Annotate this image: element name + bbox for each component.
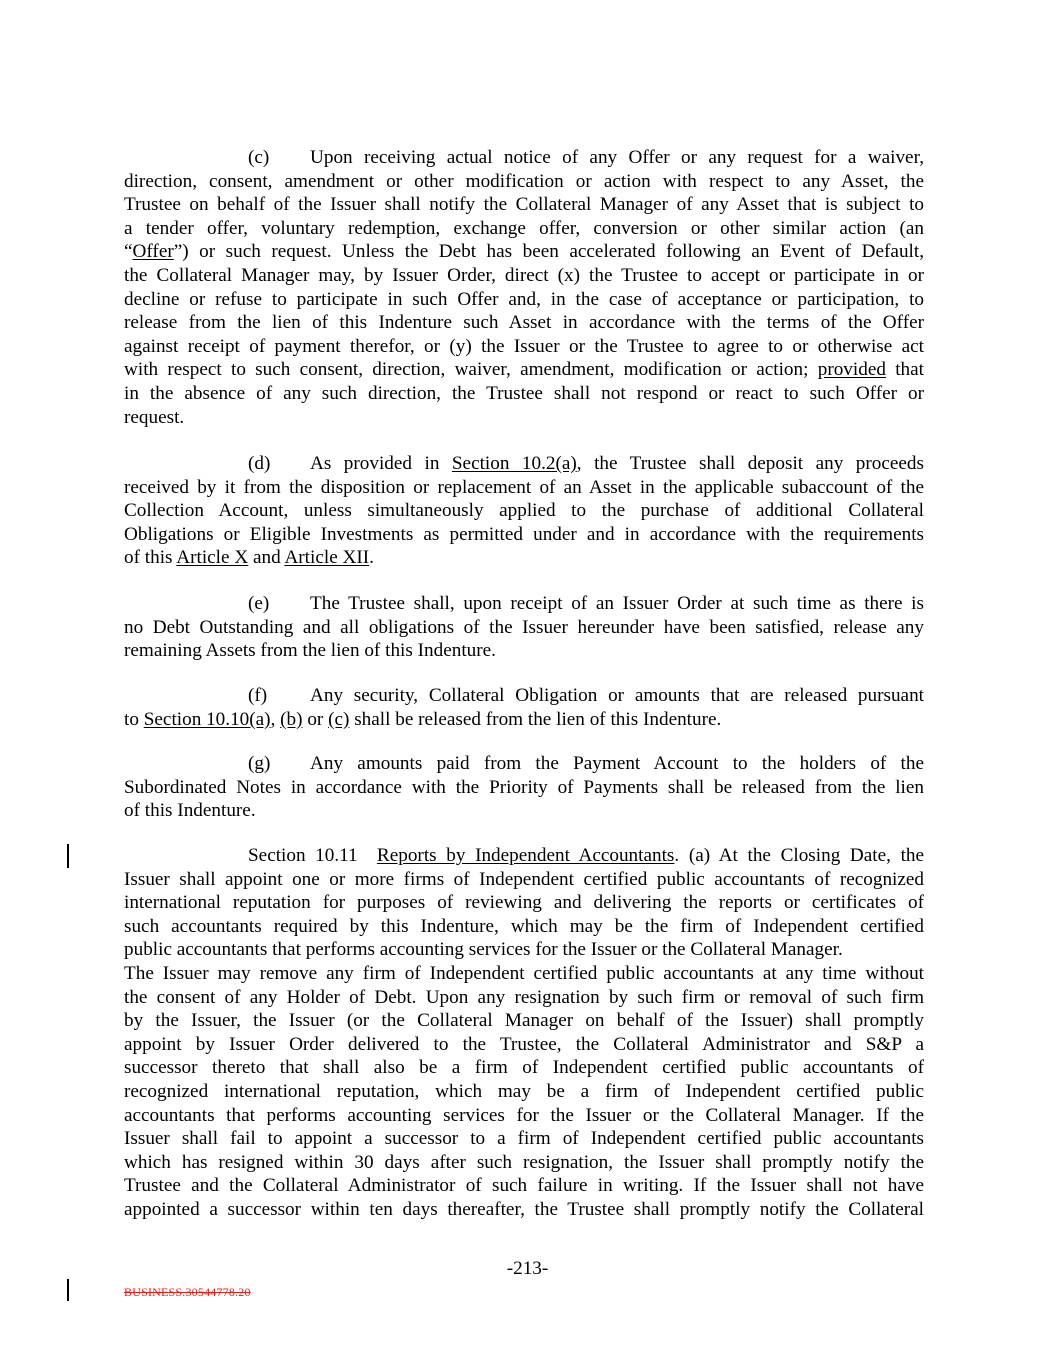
provided-term: provided bbox=[817, 359, 886, 381]
paragraph-line: in the absence of any such direction, the Trustee shall not respond or react to such Offer or bbox=[124, 382, 924, 404]
paragraph-line: request. bbox=[124, 406, 185, 428]
paragraph-line: Obligations or Eligible Investments as permitted under and in accordance with the requirements bbox=[124, 523, 924, 545]
section-number: Section 10.11 bbox=[248, 845, 358, 866]
paragraph-line: Trustee on behalf of the Issuer shall notify the Collateral Manager of any Asset that is subject to bbox=[124, 194, 924, 216]
paragraph-line: Issuer shall fail to appoint a successor to a firm of Independent certified public accountants bbox=[124, 1128, 924, 1150]
paragraph-line: (e) The Trustee shall, upon receipt of an Issuer Order at such time as there is bbox=[248, 593, 924, 614]
section-heading-line: Section 10.11 Reports by Independent Accountants. (a) At the Closing Date, the bbox=[248, 845, 924, 866]
paragraph-c bbox=[124, 146, 924, 429]
defined-term-offer: Offer bbox=[132, 241, 174, 263]
paragraph-marker: (d) bbox=[248, 453, 271, 474]
paragraph-line: the Collateral Manager may, by Issuer Order, direct (x) the Trustee to accept or participate in or bbox=[124, 264, 924, 286]
paragraph-line: the consent of any Holder of Debt. Upon any resignation by such firm or removal of such firm bbox=[124, 986, 924, 1008]
paragraph-line: no Debt Outstanding and all obligations of the Issuer hereunder have been satisfied, release any bbox=[124, 616, 924, 638]
section-reference: (c) bbox=[328, 708, 350, 730]
paragraph-line: Collection Account, unless simultaneously applied to the purchase of additional Collateral bbox=[124, 500, 924, 522]
paragraph-line: against receipt of payment therefor, or (y) the Issuer or the Trustee to agree to or otherwise act bbox=[124, 335, 924, 357]
paragraph-line: appointed a successor within ten days thereafter, the Trustee shall promptly notify the Collateral bbox=[124, 1198, 924, 1220]
paragraph-f bbox=[124, 684, 924, 731]
paragraph-line: remaining Assets from the lien of this Indenture. bbox=[124, 640, 496, 662]
paragraph-line: of this Indenture. bbox=[124, 800, 256, 822]
paragraph-e bbox=[124, 592, 924, 663]
paragraph-line: The Issuer may remove any firm of Independent certified public accountants at any time without bbox=[124, 962, 924, 984]
paragraph-line: a tender offer, voluntary redemption, exchange offer, conversion or other similar action (an bbox=[124, 217, 924, 239]
paragraph-line: such accountants required by this Indenture, which may be the firm of Independent certified bbox=[124, 915, 924, 937]
paragraph-line: by the Issuer, the Issuer (or the Collateral Manager on behalf of the Issuer) shall promptly bbox=[124, 1010, 924, 1032]
paragraph-line: successor thereto that shall also be a firm of Independent certified public accountants of bbox=[124, 1057, 924, 1079]
section-reference: Section 10.10(a) bbox=[143, 708, 271, 730]
change-bar bbox=[67, 844, 69, 868]
paragraph-line: appoint by Issuer Order delivered to the Trustee, the Collateral Administrator and S&P a bbox=[124, 1033, 924, 1055]
paragraph-line: release from the lien of this Indenture such Asset in accordance with the terms of the Offer bbox=[124, 312, 924, 334]
paragraph-line: Subordinated Notes in accordance with the Priority of Payments shall be released from the lien bbox=[124, 776, 924, 798]
paragraph-line: with respect to such consent, direction, waiver, amendment, modification or action; provided that bbox=[124, 359, 924, 381]
paragraph-marker: (f) bbox=[248, 685, 268, 706]
section-reference: Section 10.2(a) bbox=[451, 453, 577, 474]
paragraph-line: direction, consent, amendment or other modification or action with respect to any Asset, the bbox=[124, 170, 924, 192]
paragraph-line: (g) Any amounts paid from the Payment Account to the holders of the bbox=[248, 753, 924, 774]
paragraph-marker: (c) bbox=[248, 147, 270, 168]
paragraph-line: Trustee and the Collateral Administrator of such failure in writing. If the Issuer shall not have bbox=[124, 1175, 924, 1197]
page-number: -213- bbox=[506, 1258, 549, 1279]
paragraph-line: (f) Any security, Collateral Obligation or amounts that are released pursuant bbox=[248, 685, 924, 706]
section-reference: (b) bbox=[280, 708, 303, 730]
paragraph-line: public accountants that performs accounting services for the Issuer or the Collateral Manager. bbox=[124, 939, 843, 961]
article-reference: Article X bbox=[176, 547, 249, 569]
paragraph-line: international reputation for purposes of reviewing and delivering the reports or certificates of bbox=[124, 892, 924, 914]
footer-change-bar bbox=[67, 1279, 69, 1301]
paragraph-d bbox=[124, 452, 924, 570]
paragraph-line: recognized international reputation, which may be a firm of Independent certified public bbox=[124, 1080, 924, 1102]
paragraph-g bbox=[124, 752, 924, 823]
paragraph-line: (d) As provided in Section 10.2(a), the Trustee shall deposit any proceeds bbox=[248, 453, 924, 474]
paragraph-line: decline or refuse to participate in such Offer and, in the case of acceptance or participation, to bbox=[124, 288, 924, 310]
document-id-footer: BUSINESS.30544778.20 bbox=[124, 1285, 251, 1299]
paragraph-line: which has resigned within 30 days after such resignation, the Issuer shall promptly notify the bbox=[124, 1151, 924, 1173]
paragraph-line: to Section 10.10(a), (b) or (c) shall be released from the lien of this Indenture. bbox=[124, 708, 722, 730]
paragraph-marker: (e) bbox=[248, 593, 270, 614]
paragraph-line: received by it from the disposition or replacement of an Asset in the applicable subaccount of the bbox=[124, 476, 924, 498]
paragraph-line: Issuer shall appoint one or more firms of Independent certified public accountants of recognized bbox=[124, 868, 924, 890]
section-10-11 bbox=[124, 844, 924, 1222]
paragraph-line: accountants that performs accounting services for the Issuer or the Collateral Manager. If the bbox=[124, 1104, 924, 1126]
section-title: Reports by Independent Accountants bbox=[376, 845, 675, 866]
article-reference: Article XII bbox=[284, 547, 370, 569]
paragraph-line: (c) Upon receiving actual notice of any Offer or any request for a waiver, bbox=[248, 147, 924, 168]
paragraph-line: of this Article X and Article XII. bbox=[124, 547, 374, 569]
paragraph-line: “Offer”) or such request. Unless the Debt has been accelerated following an Event of Default, bbox=[124, 241, 924, 263]
paragraph-marker: (g) bbox=[248, 753, 271, 774]
